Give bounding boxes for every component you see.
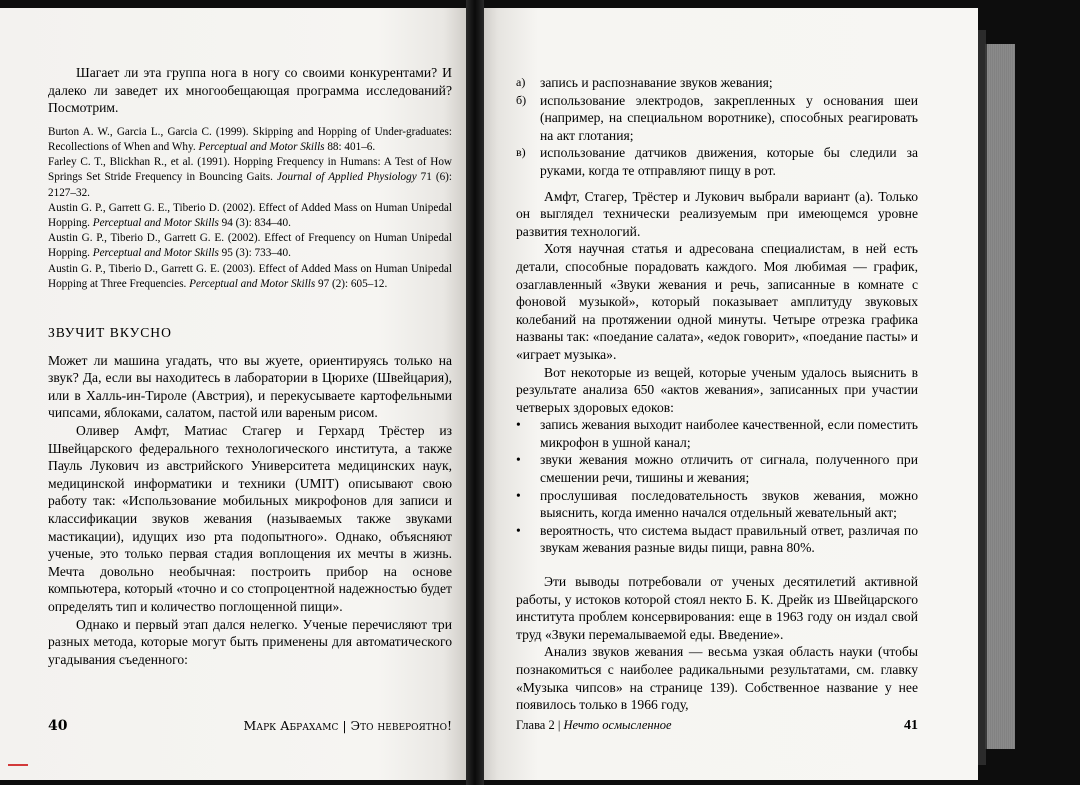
- list-item-text: использование электродов, закрепленных у основания шеи (например, на специальном воротнике), способных реагировать на акт глотания;: [540, 92, 918, 143]
- bullet-icon: •: [516, 452, 521, 468]
- running-head-right: [516, 718, 672, 733]
- list-item: [516, 92, 918, 145]
- paragraph-b1: Эти выводы потребовали от ученых десятилетий активной работы, у истоков которой стоял некто Б. К. Дрейк из Швейцарского института проблем консервирования: еще в 1963 году он издал свой труд «Звуки перемалываемой еды. Введение».: [516, 574, 918, 642]
- list-item-text: вероятность, что система выдаст правильный ответ, различая по звукам жевания разные виды пищи, равна 80%.: [540, 522, 918, 556]
- page-number-left: 40: [48, 718, 68, 734]
- reference-list: [48, 125, 452, 292]
- reference-journal: Perceptual and Motor Skills: [92, 217, 219, 229]
- list-item-text: использование датчиков движения, которые бы следили за руками, когда те отправляют пищу в рот.: [540, 145, 918, 178]
- paragraph-a2: Хотя научная статья и адресована специалистам, в ней есть детали, способные порадовать каждого. Моя любимая — график, озаглавленный «Звуки жевания и речь, записанные в комнате с фоновой музыкой», который показывает амплитуду звуковых колебаний на протяжении одной минуты. Четыре отрезка графика названы так: «поедание салата», «едок говорит», «поедание пасты» и «играет музыка».: [516, 241, 918, 362]
- intro-paragraph: Шагает ли эта группа нога в ногу со своими конкурентами? И далеко ли заведет их многообещающая программа исследований? Посмотрим.: [48, 65, 452, 116]
- footer-separator: |: [557, 718, 561, 732]
- paragraph-3: Однако и первый этап дался нелегко. Ученые перечисляют три разных метода, которые могут быть применены для автоматического угадывания съеденного:: [48, 616, 452, 667]
- list-item-text: звуки жевания можно отличить от сигнала, полученного при смешении речи, тишины и жевания;: [540, 452, 918, 486]
- list-item-text: прослушивая последовательность звуков жевания, можно выяснить, когда именно начался отдельный жевательный акт;: [540, 487, 918, 521]
- list-item: [516, 487, 918, 522]
- list-item: [516, 522, 918, 557]
- findings-list: [516, 416, 918, 557]
- left-page-text: [48, 64, 452, 668]
- paragraph-b2: Анализ звуков жевания — весьма узкая область науки (чтобы познакомиться с наиболее радикальными результатами, см. главку «Музыка чипсов» на странице 139). Собственное название у нее появилось только в 1966 году,: [516, 644, 918, 713]
- reference-tail: 94 (3): 834–40.: [218, 217, 291, 229]
- list-item-text: запись и распознавание звуков жевания;: [540, 75, 773, 90]
- list-marker: а): [516, 75, 526, 89]
- reference-item: [48, 262, 452, 292]
- reference-tail: 71 (6): 2127–32.: [48, 171, 452, 199]
- paragraph-2: Оливер Амфт, Матиас Стагер и Герхард Трёстер из Швейцарского федерального технологического института, а также Пауль Лукович из австрийского Университета медицинских наук, медицинской информатики и техники (UMIT) описывают свою работу так: «Использование мобильных микрофонов для записи и классификации звуков жевания (называемых также звуками мастикации), идущих изо рта подопытного». Однако, объясняют ученые, это только первая стадия воплощения их мечты в жизнь. Мечта довольно необычная: построить прибор на основе компьютера, который «точно и со стопроцентной надежностью будет определять тип и количество поглощенной пищи».: [48, 422, 452, 614]
- page-number-right: 41: [904, 718, 918, 733]
- book-gutter: [466, 0, 484, 785]
- list-item: [516, 451, 918, 486]
- list-item: [516, 416, 918, 451]
- list-item: [516, 144, 918, 179]
- reference-text: Austin G. P., Tiberio D., Garrett G. E. (2002). Effect of Frequency on Human Unipedal Hopping.: [48, 232, 452, 260]
- list-item: [516, 74, 918, 92]
- reference-journal: Journal of Applied Physiology: [276, 171, 417, 184]
- chapter-title: Нечто осмысленное: [563, 718, 672, 732]
- list-item-text: запись жевания выходит наиболее качественной, если поместить микрофон в ушной канал;: [540, 417, 918, 450]
- bullet-icon: •: [516, 487, 521, 503]
- bullet-icon: •: [516, 522, 521, 538]
- paragraph-1: Может ли машина угадать, что вы жуете, ориентируясь только на звук? Да, если вы находитесь в лаборатории в Цюрихе (Швейцария), или в Халль-ин-Тироле (Австрия), и перекусываете картофельными чипсами, яблоками, салатом, пастой или вареным рисом.: [48, 352, 452, 421]
- right-page-text: [516, 74, 918, 714]
- paragraph-a3: Вот некоторые из вещей, которые ученым удалось выяснить в результате анализа 650 «актов жевания», записанных при участии четверых здоровых едоков:: [516, 364, 918, 415]
- reference-journal: Perceptual and Motor Skills: [198, 140, 325, 153]
- reference-item: [48, 231, 452, 261]
- reference-journal: Perceptual and Motor Skills: [189, 277, 316, 290]
- reference-item: [48, 125, 452, 155]
- paragraph-a1: Амфт, Стагер, Трёстер и Лукович выбрали вариант (а). Только он выглядел технически реализуемым при имеющемся уровне развития технологий.: [516, 188, 918, 239]
- scan-mark: [8, 764, 28, 772]
- reference-journal: Perceptual and Motor Skills: [92, 247, 219, 260]
- reference-text: Burton A. W., Garcia L., Garcia C. (1999). Skipping and Hopping of Under-graduates: Recollections of When and Why.: [48, 125, 452, 153]
- reference-item: [48, 155, 452, 201]
- section-title: ЗВУЧИТ ВКУСНО: [48, 325, 172, 341]
- bullet-icon: •: [516, 417, 521, 433]
- reference-text: Austin G. P., Garrett G. E., Tiberio D. (2002). Effect of Added Mass on Human Unipedal Hopping.: [48, 201, 452, 229]
- reference-text: Austin G. P., Tiberio D., Garrett G. E. (2003). Effect of Added Mass on Human Unipedal Hopping at Three Frequencies.: [48, 262, 452, 290]
- reference-tail: 97 (2): 605–12.: [315, 277, 388, 290]
- reference-text: Farley C. T., Blickhan R., et al. (1991). Hopping Frequency in Humans: A Test of How Springs Set Stride Frequency in Bouncing Gaits.: [48, 156, 452, 184]
- reference-tail: 88: 401–6.: [324, 140, 376, 153]
- reference-tail: 95 (3): 733–40.: [218, 247, 291, 260]
- reference-item: [48, 201, 452, 231]
- page-edge-stack: [985, 44, 1015, 749]
- list-marker: в): [516, 145, 526, 160]
- chapter-label: Глава 2: [516, 718, 555, 732]
- running-head-left: Марк Абрахамс | Это невероятно!: [243, 718, 452, 733]
- methods-list: [516, 74, 918, 180]
- list-marker: б): [516, 92, 527, 107]
